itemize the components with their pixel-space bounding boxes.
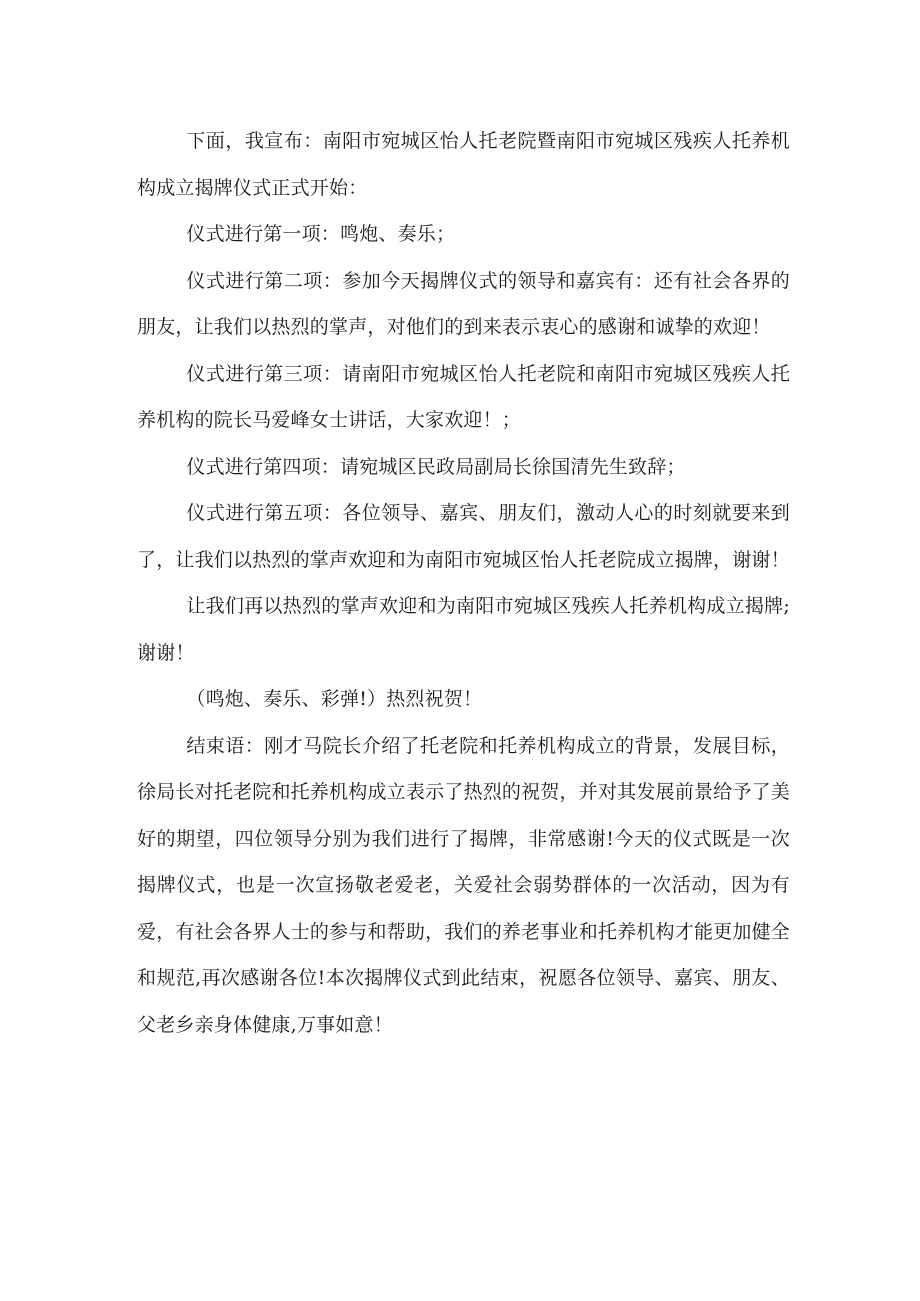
- paragraph-step-3: 仪式进行第三项：请南阳市宛城区怡人托老院和南阳市宛城区残疾人托养机构的院长马爱峰女士讲话，大家欢迎！；: [137, 362, 790, 431]
- paragraph-step-4: 仪式进行第四项：请宛城区民政局副局长徐国清先生致辞；: [186, 455, 686, 478]
- document-body: [137, 118, 790, 1048]
- paragraph-step-2: 仪式进行第二项：参加今天揭牌仪式的领导和嘉宾有：还有社会各界的朋友，让我们以热烈的掌声，对他们的到来表示衷心的感谢和诚挚的欢迎！: [137, 269, 790, 338]
- paragraph-step-5: 仪式进行第五项：各位领导、嘉宾、朋友们，激动人心的时刻就要来到了，让我们以热烈的掌声欢迎和为南阳市宛城区怡人托老院成立揭牌，谢谢！: [137, 502, 790, 571]
- paragraph-step-1: 仪式进行第一项：鸣炮、奏乐；: [186, 223, 456, 245]
- paragraph-celebration: （鸣炮、奏乐、彩弹!）热烈祝贺！: [186, 688, 483, 710]
- paragraph-announcement: 下面，我宣布：南阳市宛城区怡人托老院暨南阳市宛城区残疾人托养机构成立揭牌仪式正式开始：: [137, 130, 790, 199]
- paragraph-second-unveiling: 让我们再以热烈的掌声欢迎和为南阳市宛城区残疾人托养机构成立揭牌;谢谢！: [137, 595, 790, 664]
- paragraph-closing-remarks: 结束语：刚才马院长介绍了托老院和托养机构成立的背景，发展目标，徐局长对托老院和托养机构成立表示了热烈的祝贺，并对其发展前景给予了美好的期望，四位领导分别为我们进行了揭牌，非常感谢!今天的仪式既是一次揭牌仪式，也是一次宣扬敬老爱老，关爱社会弱势群体的一次活动，因为有爱，有社会各界人士的参与和帮助，我们的养老事业和托养机构才能更加健全和规范,再次感谢各位!本次揭牌仪式到此结束，祝愿各位领导、嘉宾、朋友、父老乡亲身体健康,万事如意！: [137, 734, 790, 1036]
